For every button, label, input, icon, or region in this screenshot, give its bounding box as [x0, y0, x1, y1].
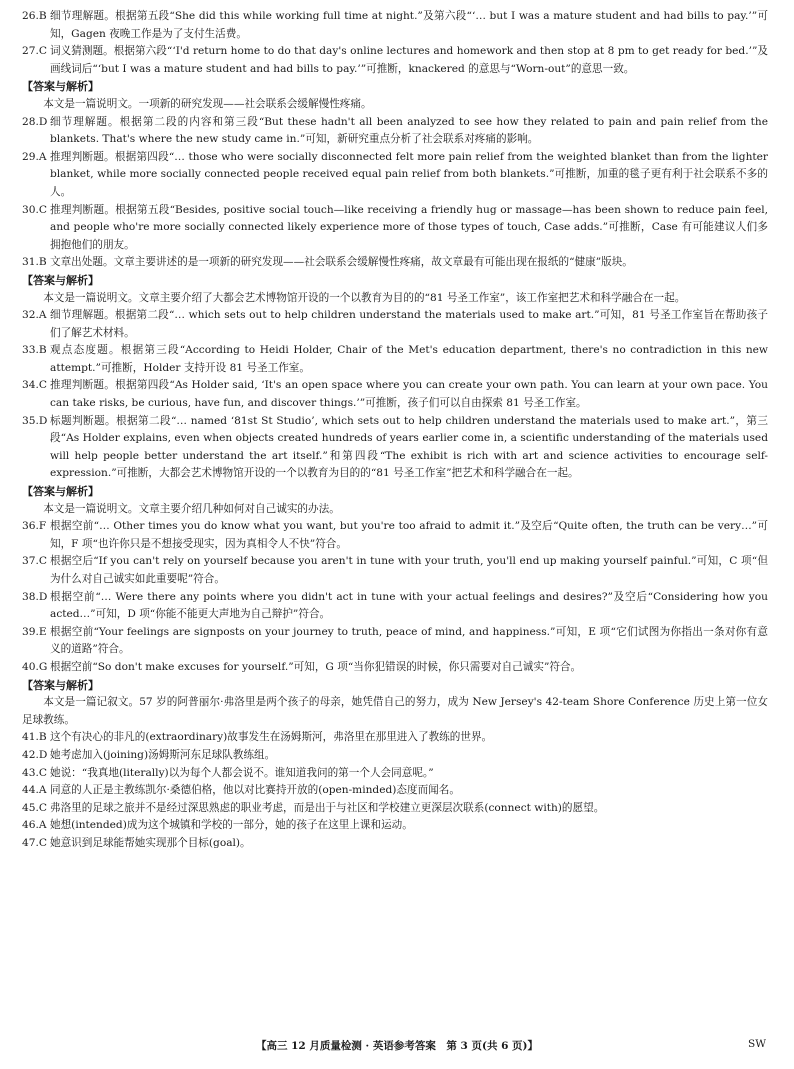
answer-explanation: 她考虑加入(joining)汤姆斯河东足球队教练组。 [50, 748, 276, 761]
passage-summary: 本文是一篇说明文。一项新的研究发现——社会联系会缓解慢性疼痛。 [43, 97, 372, 110]
answer-item [22, 747, 768, 765]
answer-explanation: 推理判断题。根据第四段“As Holder said, ‘It's an open space where you can create your own path. You can learn at your own pace. You can take risks, be curious, have fun, and discover things.’”可推断，孩子们可以自由探索 81 号圣工作室。 [50, 379, 768, 410]
answer-item [22, 624, 768, 659]
answer-number: 29.A [22, 150, 47, 163]
answer-number: 27.C [22, 45, 47, 58]
answer-explanation: 细节理解题。根据第二段的内容和第三段“But these hadn't all been analyzed to see how they related to pain and pain relief from the blankets. That's where the new study came in.”可知，新研究重点分析了社会联系对疼痛的影响。 [50, 115, 768, 146]
section-heading: 【答案与解析】 [22, 80, 99, 94]
answer-item [22, 8, 768, 43]
answer-explanation: 这个有决心的非凡的(extraordinary)故事发生在汤姆斯河，弗洛里在那里进入了教练的世界。 [50, 731, 493, 744]
answer-explanation: 文章出处题。文章主要讲述的是一项新的研究发现——社会联系会缓解慢性疼痛，故文章最有可能出现在报纸的“健康”版块。 [50, 256, 633, 269]
answer-explanation: 推理判断题。根据第四段“… those who were socially disconnected felt more pain relief from the weighted blanket than from the lighter blanket, while more socially connected people received equal pain relief from both blankets.”可推断，加重的毯子更有利于社会联系不多的人。 [50, 150, 768, 198]
answer-number: 30.C [22, 203, 47, 216]
answer-number: 44.A [22, 784, 47, 797]
answer-number: 46.A [22, 819, 47, 832]
answer-number: 34.C [22, 379, 47, 392]
answer-item [22, 202, 768, 255]
answer-item [22, 800, 768, 818]
answer-number: 45.C [22, 801, 47, 814]
answer-explanation: 根据空前“… Were there any points where you didn't act in tune with your actual feelings and desires?”及空后“Considering how you acted…”可知，D 项“你能不能更大声地为自己辩护”符合。 [50, 590, 768, 621]
answer-explanation: 推理判断题。根据第五段“Besides, positive social touch—like receiving a friendly hug or massage—has been shown to reduce pain feel, and people who're more socially connected likely experience more of those types of touch, Case adds.”可推断，Case 有可能建议人们多拥抱他们的朋友。 [50, 203, 768, 251]
answer-number: 43.C [22, 766, 47, 779]
answer-item [22, 729, 768, 747]
answer-item [22, 114, 768, 149]
footer-code: SW [748, 1038, 766, 1050]
answer-explanation: 观点态度题。根据第三段“According to Heidi Holder, Chair of the Met's education department, there's no contradiction in this new attempt.”可推断，Holder 支持开设 81 号圣工作室。 [50, 344, 768, 374]
page-footer [0, 1038, 794, 1053]
section-heading: 【答案与解析】 [22, 273, 99, 287]
answer-item [22, 342, 768, 377]
answer-item [22, 835, 768, 853]
answer-explanation: 她想(intended)成为这个城镇和学校的一部分，她的孩子在这里上课和运动。 [50, 819, 413, 832]
answer-explanation: 她说：“我真地(literally)以为每个人都会说不。谁知道我问的第一个人会同意呢。” [50, 766, 434, 779]
answer-number: 37.C [22, 555, 47, 568]
answer-item [22, 589, 768, 624]
answer-item [22, 765, 768, 783]
answer-item [22, 817, 768, 835]
passage-summary: 本文是一篇说明文。文章主要介绍了大都会艺术博物馆开设的一个以教育为目的的“81 号圣工作室”，该工作室把艺术和科学融合在一起。 [43, 291, 686, 304]
footer-title: 【高三 12 月质量检测 · 英语参考答案 第 3 页(共 6 页)】 [255, 1040, 539, 1052]
answer-number: 41.B [22, 731, 47, 744]
answer-item [22, 377, 768, 412]
answer-explanation: 同意的人正是主教练凯尔·桑德伯格，他以对比赛持开放的(open-minded)态度而闻名。 [50, 784, 460, 797]
answer-number: 42.D [22, 748, 48, 761]
answer-number: 40.G [22, 660, 48, 673]
answer-item [22, 307, 768, 342]
answer-explanation: 根据空前“Your feelings are signposts on your journey to truth, peace of mind, and happiness.”可知，E 项“它们试图为你指出一条对你有意义的道路”符合。 [50, 625, 768, 656]
answer-explanation: 根据空前“… Other times you do know what you want, but you're too afraid to admit it.”及空后“Quite often, the truth can be very…”可知，F 项“也许你只是不想接受现实，因为真相令人不快”符合。 [50, 520, 768, 550]
answer-number: 26.B [22, 10, 47, 22]
passage-summary: 本文是一篇说明文。文章主要介绍几种如何对自己诚实的办法。 [43, 502, 340, 515]
answer-explanation: 根据空前“So don't make excuses for yourself.”可知，G 项“当你犯错误的时候，你只需要对自己诚实”符合。 [50, 660, 582, 673]
answer-item [22, 782, 768, 800]
answer-explanation: 细节理解题。根据第二段“… which sets out to help children understand the materials used to make art.”可知，81 号圣工作室旨在帮助孩子们了解艺术材料。 [50, 309, 768, 339]
answer-explanation: 根据空后“If you can't rely on yourself because you aren't in tune with your truth, you'll end up making yourself painful.”可知，C 项“但为什么对自己诚实如此重要呢”符合。 [50, 555, 768, 585]
answer-content [22, 8, 768, 853]
answer-item [22, 659, 768, 677]
answer-explanation: 词义猜测题。根据第六段“‘I'd return home to do that day's online lectures and homework and then stop at 8 pm to get ready for bed.’”及画线词后“‘but I was a mature student and had bills to pay.’”可推断，knackered 的意思与“Worn-out”的意思一致。 [50, 45, 768, 75]
section-heading: 【答案与解析】 [22, 678, 99, 692]
answer-number: 32.A [22, 309, 47, 322]
answer-explanation: 她意识到足球能帮她实现那个目标(goal)。 [50, 836, 251, 849]
section-heading: 【答案与解析】 [22, 485, 99, 499]
answer-item [22, 553, 768, 588]
answer-explanation: 弗洛里的足球之旅并不是经过深思熟虑的职业考虑，而是出于与社区和学校建立更深层次联系(connect with)的愿望。 [50, 801, 605, 814]
answer-number: 39.E [22, 625, 47, 638]
answer-item [22, 43, 768, 78]
answer-item [22, 254, 768, 272]
answer-number: 47.C [22, 836, 47, 849]
answer-number: 33.B [22, 344, 47, 357]
passage-summary: 本文是一篇记叙文。57 岁的阿普丽尔·弗洛里是两个孩子的母亲，她凭借自己的努力，成为 New Jersey's 42-team Shore Conference 历史上第一位女足球教练。 [22, 696, 768, 726]
answer-number: 36.F [22, 520, 47, 533]
answer-number: 35.D [22, 414, 48, 427]
answer-explanation: 标题判断题。根据第二段“… named ‘81st St Studio’, which sets out to help children understand the materials used to make art.”，第三段“As Holder explains, even when objects created hundreds of years earlier come in, a scientific understanding of the materials used will help people better understand the art itself.”和第四段“The exhibit is rich with art and science activities to encourage self-expression.”可推断，大都会艺术博物馆开设的一个以教育为目的的“81 号圣工作室”把艺术和科学融合在一起。 [50, 414, 768, 480]
answer-number: 38.D [22, 590, 48, 603]
answer-item [22, 413, 768, 483]
answer-number: 31.B [22, 256, 47, 269]
answer-number: 28.D [22, 115, 48, 128]
answer-item [22, 518, 768, 553]
answer-item [22, 149, 768, 202]
answer-explanation: 细节理解题。根据第五段“She did this while working full time at night.”及第六段“‘… but I was a mature student and had bills to pay.’”可知，Gagen 夜晚工作是为了支付生活费。 [50, 10, 768, 40]
